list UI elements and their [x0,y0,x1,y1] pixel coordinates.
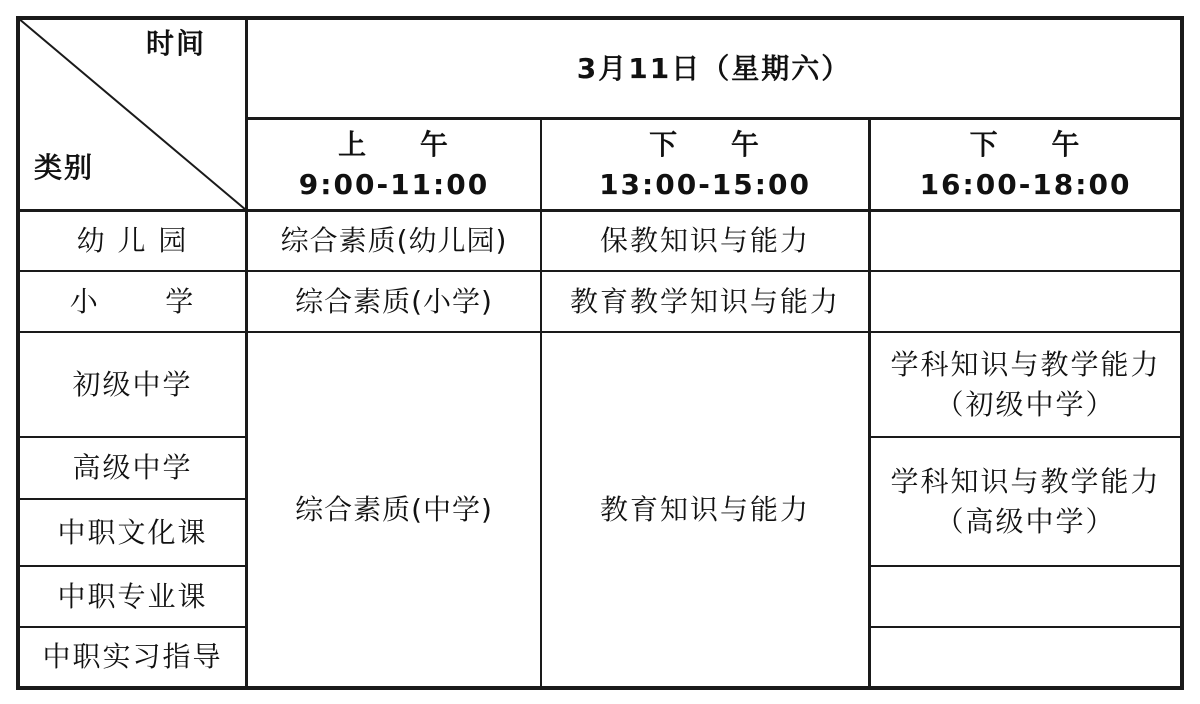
session-header-morning [248,120,540,209]
session-period: 上 午 [338,127,450,161]
category-senior-high: 高级中学 [72,451,193,484]
border-bottom [16,686,1184,690]
morning-primary-subject: 综合素质(小学) [295,284,493,318]
afternoon2-senior-high-subject: 学科知识与教学能力（高级中学） [890,464,1161,538]
session-period: 下 午 [649,127,761,161]
category-vocational-practice: 中职实习指导 [42,640,223,673]
category-vocational-professional: 中职专业课 [57,579,208,613]
row-line [869,270,1182,272]
corner-time-label: 时间 [146,27,207,60]
corner-category-label: 类别 [34,151,95,184]
afternoon1-kindergarten-subject: 保教知识与能力 [599,224,810,257]
category-vocational-culture: 中职文化课 [57,515,208,549]
afternoon1-secondary-subject: 教育知识与能力 [599,492,810,526]
row-line [869,626,1182,628]
session-time: 16:00-18:00 [919,167,1132,201]
session-time: 9:00-11:00 [298,167,490,201]
afternoon2-junior-middle-subject: 学科知识与教学能力（初级中学） [890,347,1161,421]
row-line [869,565,1182,567]
session-header-afternoon-1 [542,120,868,209]
session-period: 下 午 [969,127,1082,161]
category-junior-middle: 初级中学 [72,367,193,401]
afternoon1-primary-subject: 教育教学知识与能力 [569,284,840,318]
morning-secondary-subject: 综合素质(中学) [295,492,493,526]
morning-kindergarten-subject: 综合素质(幼儿园) [280,224,508,257]
date-header: 3月11日（星期六） [576,51,852,85]
session-header-afternoon-2 [871,120,1180,209]
category-primary: 小 学 [69,284,196,318]
category-kindergarten: 幼 儿 园 [76,224,189,257]
session-time: 13:00-15:00 [599,167,811,201]
